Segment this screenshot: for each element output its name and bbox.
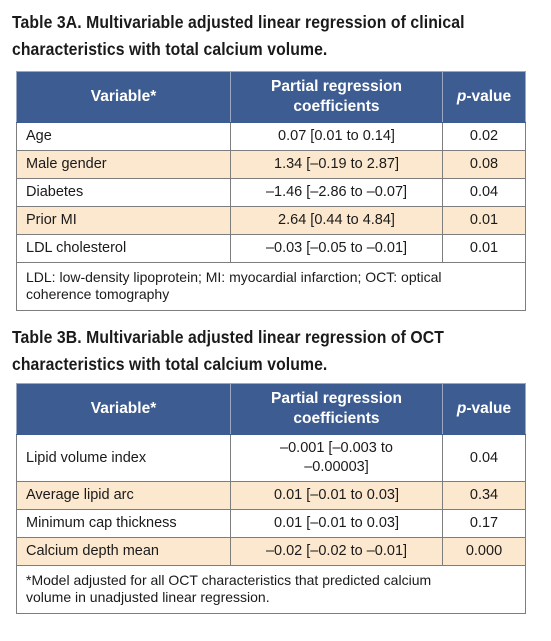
table-row xyxy=(17,151,526,179)
header-coefficients: Partial regression coefficients xyxy=(231,384,443,435)
table-3a-footnote: LDL: low-density lipoprotein; MI: myocardial infarction; OCT: optical coherence tomography xyxy=(17,263,526,311)
table-row xyxy=(17,510,526,538)
row-variable: Prior MI xyxy=(17,207,231,235)
row-coefficient: –0.03 [–0.05 to –0.01] xyxy=(231,235,443,263)
table-row xyxy=(17,538,526,566)
row-p-value: 0.01 xyxy=(443,207,526,235)
table-3a-caption-line2: characteristics with total calcium volume. xyxy=(12,39,328,59)
header-coefficients: Partial regression coefficients xyxy=(231,72,443,123)
table-row xyxy=(17,435,526,482)
row-coefficient: 2.64 [0.44 to 4.84] xyxy=(231,207,443,235)
row-p-value: 0.04 xyxy=(443,435,526,482)
table-3a-footnote-row xyxy=(17,263,526,311)
row-variable: Minimum cap thickness xyxy=(17,510,231,538)
row-coefficient: 0.07 [0.01 to 0.14] xyxy=(231,123,443,151)
row-variable: Diabetes xyxy=(17,179,231,207)
table-3b xyxy=(16,383,526,614)
header-variable: Variable* xyxy=(17,72,231,123)
table-3b-caption xyxy=(12,324,489,378)
row-p-value: 0.02 xyxy=(443,123,526,151)
header-p-value: p-value xyxy=(443,384,526,435)
row-p-value: 0.34 xyxy=(443,482,526,510)
header-p-value: p-value xyxy=(443,72,526,123)
row-coefficient: –0.02 [–0.02 to –0.01] xyxy=(231,538,443,566)
table-3a-caption xyxy=(12,9,489,63)
row-coefficient: –1.46 [–2.86 to –0.07] xyxy=(231,179,443,207)
table-3a-caption-line1: Table 3A. Multivariable adjusted linear regression of clinical xyxy=(12,12,465,32)
row-p-value: 0.17 xyxy=(443,510,526,538)
table-row xyxy=(17,482,526,510)
table-3b-header-row xyxy=(17,384,526,435)
table-row xyxy=(17,179,526,207)
header-variable: Variable* xyxy=(17,384,231,435)
table-row xyxy=(17,123,526,151)
table-3b-footnote: *Model adjusted for all OCT characteristics that predicted calcium volume in unadjusted linear regression. xyxy=(17,566,526,614)
row-p-value: 0.04 xyxy=(443,179,526,207)
table-3b-footnote-row xyxy=(17,566,526,614)
table-row xyxy=(17,235,526,263)
row-variable: Age xyxy=(17,123,231,151)
table-3b-caption-line2: characteristics with total calcium volume. xyxy=(12,354,328,374)
table-3a xyxy=(16,71,526,311)
row-coefficient: 1.34 [–0.19 to 2.87] xyxy=(231,151,443,179)
row-variable: Average lipid arc xyxy=(17,482,231,510)
row-coefficient: 0.01 [–0.01 to 0.03] xyxy=(231,482,443,510)
table-3b-caption-line1: Table 3B. Multivariable adjusted linear regression of OCT xyxy=(12,327,444,347)
row-variable: Calcium depth mean xyxy=(17,538,231,566)
row-p-value: 0.01 xyxy=(443,235,526,263)
row-p-value: 0.000 xyxy=(443,538,526,566)
row-p-value: 0.08 xyxy=(443,151,526,179)
table-row xyxy=(17,207,526,235)
row-variable: LDL cholesterol xyxy=(17,235,231,263)
row-variable: Male gender xyxy=(17,151,231,179)
row-coefficient: 0.01 [–0.01 to 0.03] xyxy=(231,510,443,538)
row-coefficient: –0.001 [–0.003 to –0.00003] xyxy=(231,435,443,482)
row-variable: Lipid volume index xyxy=(17,435,231,482)
table-3a-header-row xyxy=(17,72,526,123)
